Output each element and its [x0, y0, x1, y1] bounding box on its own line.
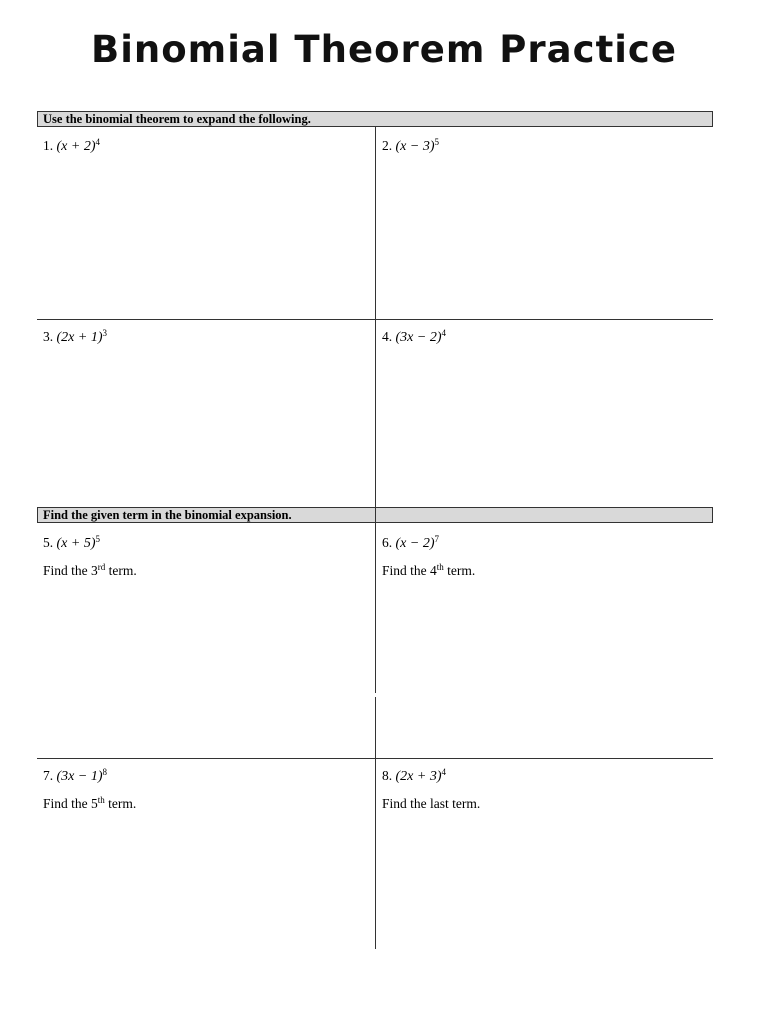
problem-7: 7. $(3x - 1)^8$ Find the 5th term. [43, 767, 137, 811]
horizontal-divider-2 [37, 758, 713, 759]
section-header-find-term: Find the given term in the binomial expansion. [37, 507, 713, 523]
problem-7-instruction: Find the 5th term. [43, 795, 137, 811]
problem-6-instruction: Find the 4th term. [382, 562, 476, 578]
section-header-expand: Use the binomial theorem to expand the following. [37, 111, 713, 127]
problem-8: 8. $(2x + 3)^4$ Find the last term. [382, 767, 481, 811]
problem-4: 4. $(3x - 2)^4$ [382, 328, 446, 345]
worksheet-title: Binomial Theorem Practice [91, 28, 677, 71]
vertical-divider [375, 127, 376, 507]
horizontal-divider [37, 319, 713, 320]
vertical-divider-upper [375, 523, 376, 693]
problem-5: 5. $(x + 5)^5$ Find the 3rd term. [43, 534, 137, 578]
header-divider [375, 507, 376, 523]
problem-1: 1. $(x + 2)^4$ [43, 137, 100, 154]
problem-6: 6. $(x - 2)^7$ Find the 4th term. [382, 534, 476, 578]
problem-5-instruction: Find the 3rd term. [43, 562, 137, 578]
vertical-divider-lower [375, 697, 376, 949]
problem-8-instruction: Find the last term. [382, 796, 481, 811]
problem-3: 3. $(2x + 1)^3$ [43, 328, 107, 345]
problem-2: 2. $(x - 3)^5$ [382, 137, 439, 154]
